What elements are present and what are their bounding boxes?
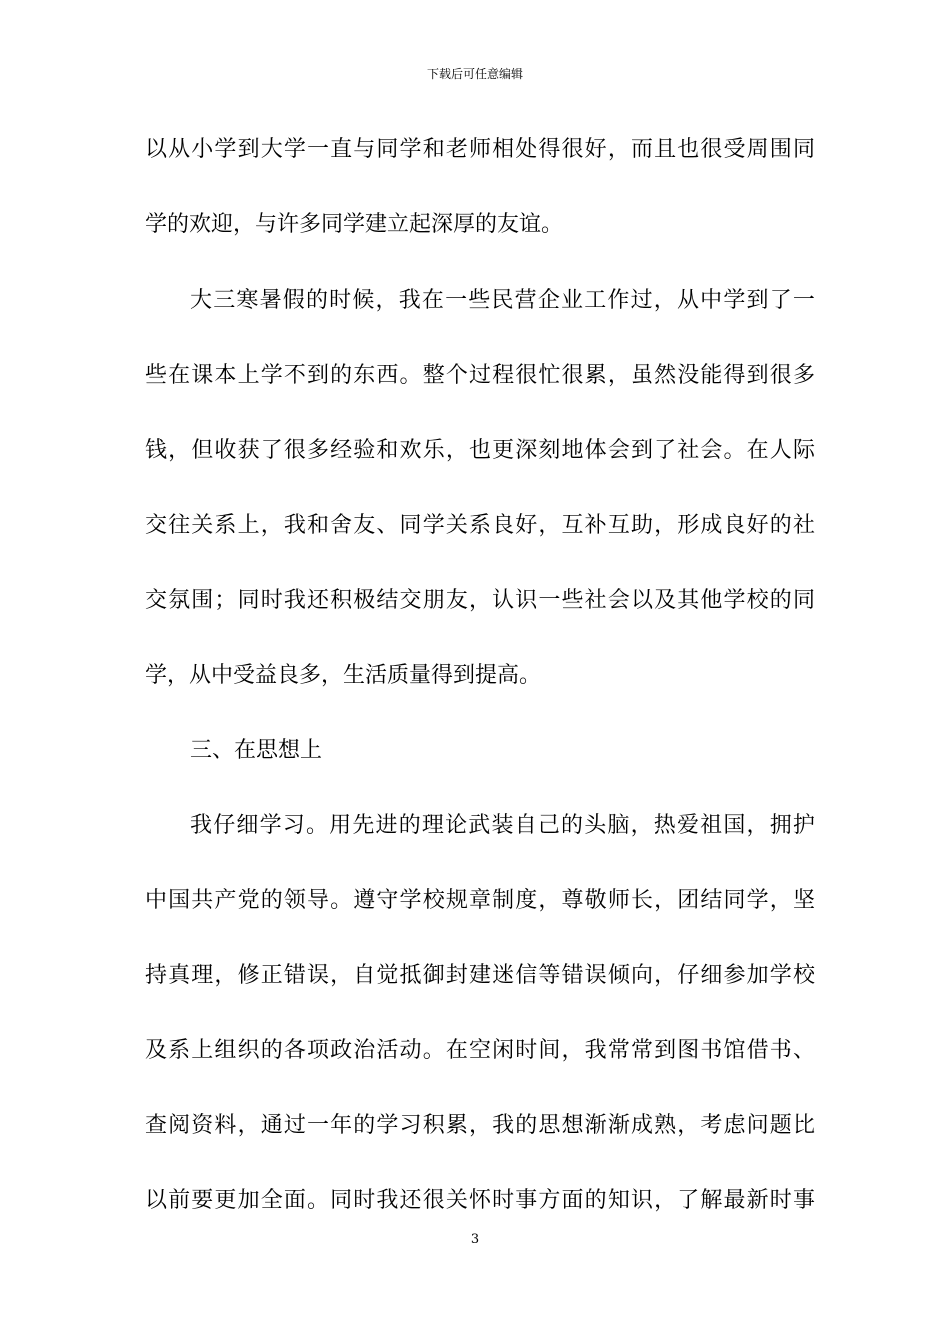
text-line: 学的欢迎，与许多同学建立起深厚的友谊。 [145,212,564,237]
text-line: 查 阅 资 料 ， 通 过 一 年 的 学 习 积 累 ， 我 的 思 想 渐 渐 成 熟 ， 考 虑 问 题 比 [145,1113,815,1138]
page-number: 3 [470,1232,480,1247]
text-line: 钱 ， 但 收 获 了 很 多 经 验 和 欢 乐 ， 也 更 深 刻 地 体 会 到 了 社 会 。 在 人 际 [145,438,815,463]
section-heading: 三、在思想上 [190,738,323,763]
text-line: 我 仔 细 学 习 。 用 先 进 的 理 论 武 装 自 己 的 头 脑 ， 热 爱 祖 国 ， 拥 护 [190,813,815,838]
text-line: 交 氛 围 ； 同 时 我 还 积 极 结 交 朋 友 ， 认 识 一 些 社 会 以 及 其 他 学 校 的 同 [145,588,815,613]
text-line: 及 系 上 组 织 的 各 项 政 治 活 动 。 在 空 闲 时 间 ， 我 常 常 到 图 书 馆 借 书 、 [145,1038,815,1063]
text-line: 以 前 要 更 加 全 面 。 同 时 我 还 很 关 怀 时 事 方 面 的 知 识 ， 了 解 最 新 时 事 [145,1188,815,1213]
text-line: 大 三 寒 暑 假 的 时 候 ， 我 在 一 些 民 营 企 业 工 作 过 ， 从 中 学 到 了 一 [190,288,815,313]
text-line: 学，从中受益良多，生活质量得到提高。 [145,663,542,688]
page-header: 下载后可任意编辑 [426,67,523,81]
text-line: 交 往 关 系 上 ， 我 和 舍 友 、 同 学 关 系 良 好 ， 互 补 互 助 ， 形 成 良 好 的 社 [145,513,815,538]
text-line: 以 从 小 学 到 大 学 一 直 与 同 学 和 老 师 相 处 得 很 好 ， 而 且 也 很 受 周 围 同 [145,137,815,162]
text-line: 持 真 理 ， 修 正 错 误 ， 自 觉 抵 御 封 建 迷 信 等 错 误 倾 向 ， 仔 细 参 加 学 校 [145,963,815,988]
text-line: 中 国 共 产 党 的 领 导 。 遵 守 学 校 规 章 制 度 ， 尊 敬 师 长 ， 团 结 同 学 ， 坚 [145,888,815,913]
text-line: 些 在 课 本 上 学 不 到 的 东 西 。 整 个 过 程 很 忙 很 累 ， 虽 然 没 能 得 到 很 多 [145,363,815,388]
